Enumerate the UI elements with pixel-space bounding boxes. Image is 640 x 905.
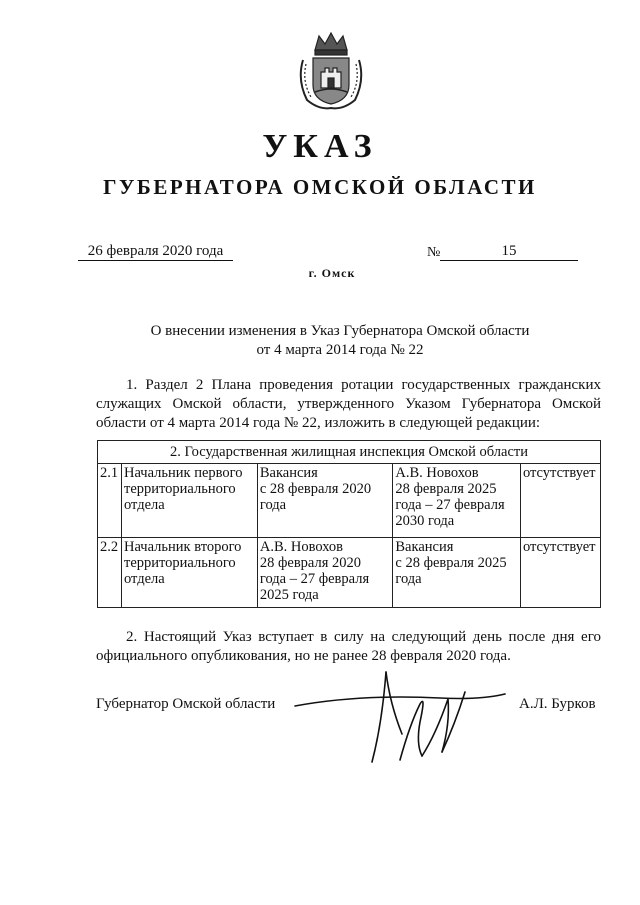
rotation-table <box>97 440 601 608</box>
row-number: 2.1 <box>98 464 122 538</box>
paragraph-2 <box>96 628 601 666</box>
row-position: Начальник второго территориального отдела <box>121 538 257 608</box>
document-subtitle: ГУБЕРНАТОРА ОМСКОЙ ОБЛАСТИ <box>103 175 537 199</box>
document-heading <box>120 322 560 360</box>
document-city: г. Омск <box>308 266 356 280</box>
table-row <box>98 464 601 538</box>
document-date: 26 февраля 2020 года <box>78 243 233 261</box>
heading-line-2: от 4 марта 2014 года № 22 <box>256 342 424 358</box>
table-row <box>98 538 601 608</box>
row-note: отсутствует <box>520 464 600 538</box>
coat-of-arms-icon <box>295 30 367 110</box>
signature-icon <box>290 664 510 769</box>
paragraph-2-text: 2. Настоящий Указ вступает в силу на следующий день после дня его официального опубликования, но не ранее 28 февраля 2020 года. <box>96 629 601 664</box>
table-header: 2. Государственная жилищная инспекция Омской области <box>98 441 601 464</box>
row-next-holder: А.В. Новохов 28 февраля 2025 года – 27 февраля 2030 года <box>393 464 521 538</box>
signatory-name: А.Л. Бурков <box>519 696 596 712</box>
paragraph-1 <box>96 376 601 433</box>
row-position: Начальник первого территориального отдела <box>121 464 257 538</box>
row-number: 2.2 <box>98 538 122 608</box>
row-current-holder: Вакансия с 28 февраля 2020 года <box>257 464 393 538</box>
heading-line-1: О внесении изменения в Указ Губернатора Омской области <box>150 323 530 339</box>
row-current-holder: А.В. Новохов 28 февраля 2020 года – 27 февраля 2025 года <box>257 538 393 608</box>
row-next-holder: Вакансия с 28 февраля 2025 года <box>393 538 521 608</box>
paragraph-1-text: 1. Раздел 2 Плана проведения ротации государственных гражданских служащих Омской области, утвержденного Указом Губернатора Омской области от 4 марта 2014 года № 22, изложить в следующей редакции: <box>96 377 601 431</box>
signatory-title: Губернатор Омской области <box>96 696 276 712</box>
document-number: 15 <box>440 243 578 261</box>
document-title: УКАЗ <box>262 128 378 165</box>
number-sign: № <box>427 245 441 260</box>
row-note: отсутствует <box>520 538 600 608</box>
